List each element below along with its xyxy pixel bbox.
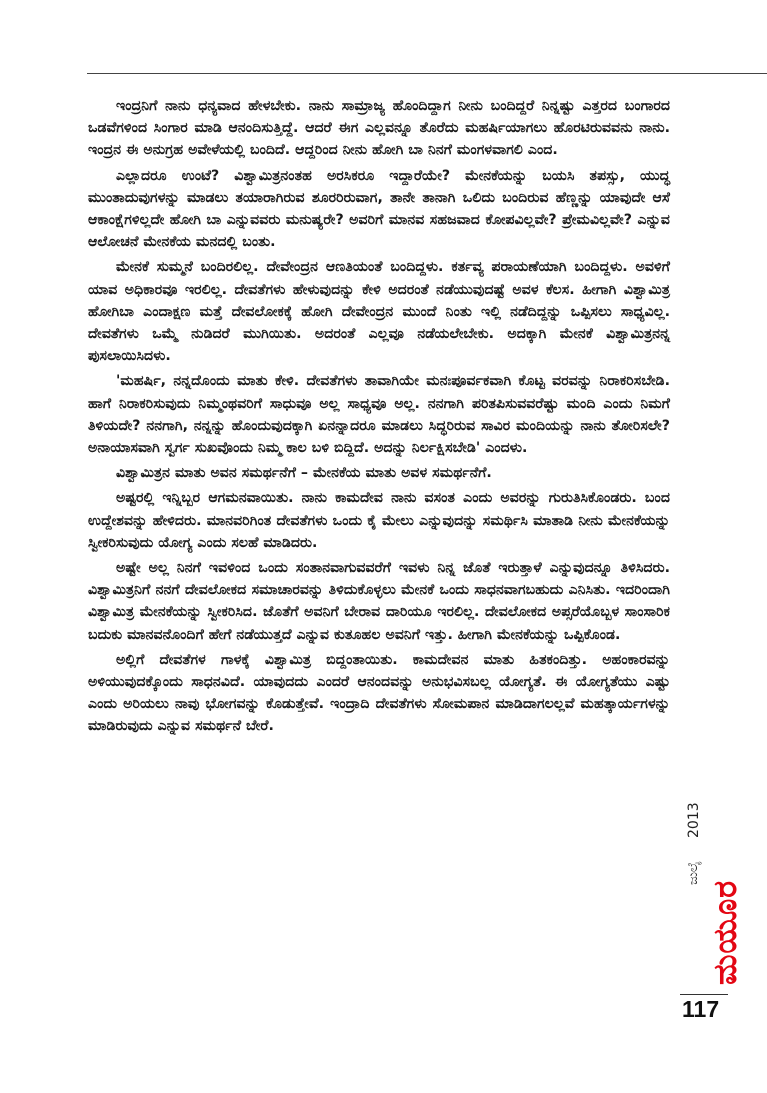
article-body: [88, 95, 670, 741]
paragraph: ವಿಶ್ವಾಮಿತ್ರನ ಮಾತು ಅವನ ಸಮರ್ಥನೆಗೆ – ಮೇನಕೆಯ ಮಾತು ಅವಳ ಸಮರ್ಥನೆಗೆ.: [116, 465, 492, 482]
paragraph: ಮೇನಕೆ ಸುಮ್ಮನೆ ಬಂದಿರಲಿಲ್ಲ. ದೇವೇಂದ್ರನ ಆಣತಿಯಂತೆ ಬಂದಿದ್ದಳು. ಕರ್ತವ್ಯ ಪರಾಯಣೆಯಾಗಿ ಬಂದಿದ್ದಳು. ಅವಳಿಗೆ ಯಾವ ಅಧಿಕಾರವೂ ಇರಲಿಲ್ಲ. ದೇವತೆಗಳು ಹೇಳುವುದನ್ನು ಕೇಳಿ ಅದರಂತೆ ನಡೆಯುವುದಷ್ಟೆ ಅವಳ ಕೆಲಸ. ಹೀಗಾಗಿ ವಿಶ್ವಾಮಿತ್ರ ಹೋಗಿಬಾ ಎಂದಾಕ್ಷಣ ಮತ್ತೆ ದೇವಲೋಕಕ್ಕೆ ಹೋಗಿ ದೇವೇಂದ್ರನ ಮುಂದೆ ನಿಂತು ಇಲ್ಲಿ ನಡೆದಿದ್ದನ್ನು ಒಪ್ಪಿಸಲು ಸಾಧ್ಯವಿಲ್ಲ. ದೇವತೆಗಳು ಒಮ್ಮೆ ನುಡಿದರೆ ಮುಗಿಯಿತು. ಅದರಂತೆ ಎಲ್ಲವೂ ನಡೆಯಲೇಬೇಕು. ಅದಕ್ಕಾಗಿ ಮೇನಕೆ ವಿಶ್ವಾಮಿತ್ರನನ್ನ ಪುಸಲಾಯಿಸಿದಳು.: [88, 259, 670, 365]
paragraph: ಅಷ್ಟರಲ್ಲಿ ಇನ್ನಿಬ್ಬರ ಆಗಮನವಾಯಿತು. ನಾನು ಕಾಮದೇವ ನಾನು ವಸಂತ ಎಂದು ಅವರನ್ನು ಗುರುತಿಸಿಕೊಂಡರು. ಬಂದ ಉದ್ದೇಶವನ್ನು ಹೇಳಿದರು. ಮಾನವರಿಗಿಂತ ದೇವತೆಗಳು ಒಂದು ಕೈ ಮೇಲು ಎನ್ನುವುದನ್ನು ಸಮರ್ಥಿಸಿ ಮಾತಾಡಿ ನೀನು ಮೇನಕೆಯನ್ನು ಸ್ವೀಕರಿಸುವುದು ಯೋಗ್ಯ ಎಂದು ಸಲಹೆ ಮಾಡಿದರು.: [88, 490, 670, 551]
paragraph: 'ಮಹರ್ಷಿ, ನನ್ನದೊಂದು ಮಾತು ಕೇಳಿ. ದೇವತೆಗಳು ತಾವಾಗಿಯೇ ಮನಃಪೂರ್ವಕವಾಗಿ ಕೊಟ್ಟ ವರವನ್ನು ನಿರಾಕರಿಸಬೇಡಿ. ಹಾಗೆ ನಿರಾಕರಿಸುವುದು ನಿಮ್ಮಂಥವರಿಗೆ ಸಾಧುವೂ ಅಲ್ಲ ಸಾಧ್ಯವೂ ಅಲ್ಲ. ನನಗಾಗಿ ಪರಿತಪಿಸುವವರೆಷ್ಟು ಮಂದಿ ಎಂದು ನಿಮಗೆ ತಿಳಿಯದೇ? ನನಗಾಗಿ, ನನ್ನನ್ನು ಹೊಂದುವುದಕ್ಕಾಗಿ ಏನನ್ನಾದರೂ ಮಾಡಲು ಸಿದ್ಧರಿರುವ ಸಾವಿರ ಮಂದಿಯನ್ನು ನಾನು ತೋರಿಸಲೇ? ಅನಾಯಾಸವಾಗಿ ಸ್ವರ್ಗ ಸುಖವೊಂದು ನಿಮ್ಮ ಕಾಲ ಬಳಿ ಬಿದ್ದಿದೆ. ಅದನ್ನು ನಿರ್ಲಕ್ಷಿಸಬೇಡಿ' ಎಂದಳು.: [88, 373, 670, 457]
page-number-divider: [680, 994, 728, 995]
paragraph: ಇಂದ್ರನಿಗೆ ನಾನು ಧನ್ಯವಾದ ಹೇಳಬೇಕು. ನಾನು ಸಾಮ್ರಾಜ್ಯ ಹೊಂದಿದ್ದಾಗ ನೀನು ಬಂದಿದ್ದರೆ ನಿನ್ನಷ್ಟು ಎತ್ತರದ ಬಂಗಾರದ ಒಡವೆಗಳಿಂದ ಸಿಂಗಾರ ಮಾಡಿ ಆನಂದಿಸುತ್ತಿದ್ದೆ. ಆದರೆ ಈಗ ಎಲ್ಲವನ್ನೂ ತೊರೆದು ಮಹರ್ಷಿಯಾಗಲು ಹೊರಟಿರುವವನು ನಾನು. ಇಂದ್ರನ ಈ ಅನುಗ್ರಹ ಅವೇಳೆಯಲ್ಲಿ ಬಂದಿದೆ. ಆದ್ದರಿಂದ ನೀನು ಹೋಗಿ ಬಾ ನಿನಗೆ ಮಂಗಳವಾಗಲಿ ಎಂದ.: [88, 98, 670, 159]
issue-year: 2013: [686, 802, 702, 838]
paragraph: ಅಲ್ಲಿಗೆ ದೇವತೆಗಳ ಗಾಳಕ್ಕೆ ವಿಶ್ವಾಮಿತ್ರ ಬಿದ್ದಂತಾಯಿತು. ಕಾಮದೇವನ ಮಾತು ಹಿತಕಂದಿತ್ತು. ಅಹಂಕಾರವನ್ನು ಅಳಿಯುವುದಕ್ಕೊಂದು ಸಾಧನವಿದೆ. ಯಾವುದದು ಎಂದರೆ ಆನಂದವನ್ನು ಅನುಭವಿಸಬಲ್ಲ ಯೋಗ್ಯತೆ. ಈ ಯೋಗ್ಯತೆಯು ಎಷ್ಟು ಎಂದು ಅರಿಯಲು ನಾವು ಭೋಗವನ್ನು ಕೊಡುತ್ತೇವೆ. ಇಂದ್ರಾದಿ ದೇವತೆಗಳು ಸೋಮಪಾನ ಮಾಡಿದಾಗಲಲ್ಲವೆ ಮಹತ್ಕಾರ್ಯಗಳನ್ನು ಮಾಡಿರುವುದು ಎನ್ನುವ ಸಮರ್ಥನೆ ಬೇರೆ.: [88, 651, 670, 735]
magazine-name: ಮಯೂರ: [706, 879, 744, 985]
issue-month: ಜುಲೈ: [686, 861, 701, 885]
page-number: 117: [682, 996, 720, 1022]
paragraph: ಎಲ್ಲಾದರೂ ಉಂಟೆ? ವಿಶ್ವಾಮಿತ್ರನಂತಹ ಅರಸಿಕರೂ ಇದ್ದಾರೆಯೇ? ಮೇನಕೆಯನ್ನು ಬಯಸಿ ತಪಸ್ಸು, ಯುದ್ಧ ಮುಂತಾದುವುಗಳನ್ನು ಮಾಡಲು ತಯಾರಾಗಿರುವ ಶೂರರಿರುವಾಗ, ತಾನೇ ತಾನಾಗಿ ಒಲಿದು ಬಂದಿರುವ ಹೆಣ್ಣನ್ನು ಯಾವುದೇ ಆಸೆ ಆಕಾಂಕ್ಷೆಗಳಿಲ್ಲದೇ ಹೋಗಿ ಬಾ ಎನ್ನುವವರು ಮನುಷ್ಯರೇ? ಅವರಿಗೆ ಮಾನವ ಸಹಜವಾದ ಕೋಪವಿಲ್ಲವೇ? ಪ್ರೇಮವಿಲ್ಲವೇ? ಎನ್ನುವ ಆಲೋಚನೆ ಮೇನಕೆಯ ಮನದಲ್ಲಿ ಬಂತು.: [88, 167, 670, 251]
top-divider: [87, 73, 767, 74]
paragraph: ಅಷ್ಟೇ ಅಲ್ಲ ನಿನಗೆ ಇವಳಿಂದ ಒಂದು ಸಂತಾನವಾಗುವವರೆಗೆ ಇವಳು ನಿನ್ನ ಜೊತೆ ಇರುತ್ತಾಳೆ ಎನ್ನುವುದನ್ನೂ ತಿಳಿಸಿದರು. ವಿಶ್ವಾಮಿತ್ರನಿಗೆ ನನಗೆ ದೇವಲೋಕದ ಸಮಾಚಾರವನ್ನು ತಿಳಿದುಕೊಳ್ಳಲು ಮೇನಕೆ ಒಂದು ಸಾಧನವಾಗಬಹುದು ಎನಿಸಿತು. ಇದರಿಂದಾಗಿ ವಿಶ್ವಾಮಿತ್ರ ಮೇನಕೆಯನ್ನು ಸ್ವೀಕರಿಸಿದ. ಜೊತೆಗೆ ಅವನಿಗೆ ಬೇರಾವ ದಾರಿಯೂ ಇರಲಿಲ್ಲ. ದೇವಲೋಕದ ಅಪ್ಸರೆಯೊಬ್ಬಳ ಸಾಂಸಾರಿಕ ಬದುಕು ಮಾನವನೊಂದಿಗೆ ಹೇಗೆ ನಡೆಯುತ್ತದೆ ಎನ್ನುವ ಕುತೂಹಲ ಅವನಿಗೆ ಇತ್ತು. ಹೀಗಾಗಿ ಮೇನಕೆಯನ್ನು ಒಪ್ಪಿಕೊಂಡ.: [88, 560, 670, 643]
